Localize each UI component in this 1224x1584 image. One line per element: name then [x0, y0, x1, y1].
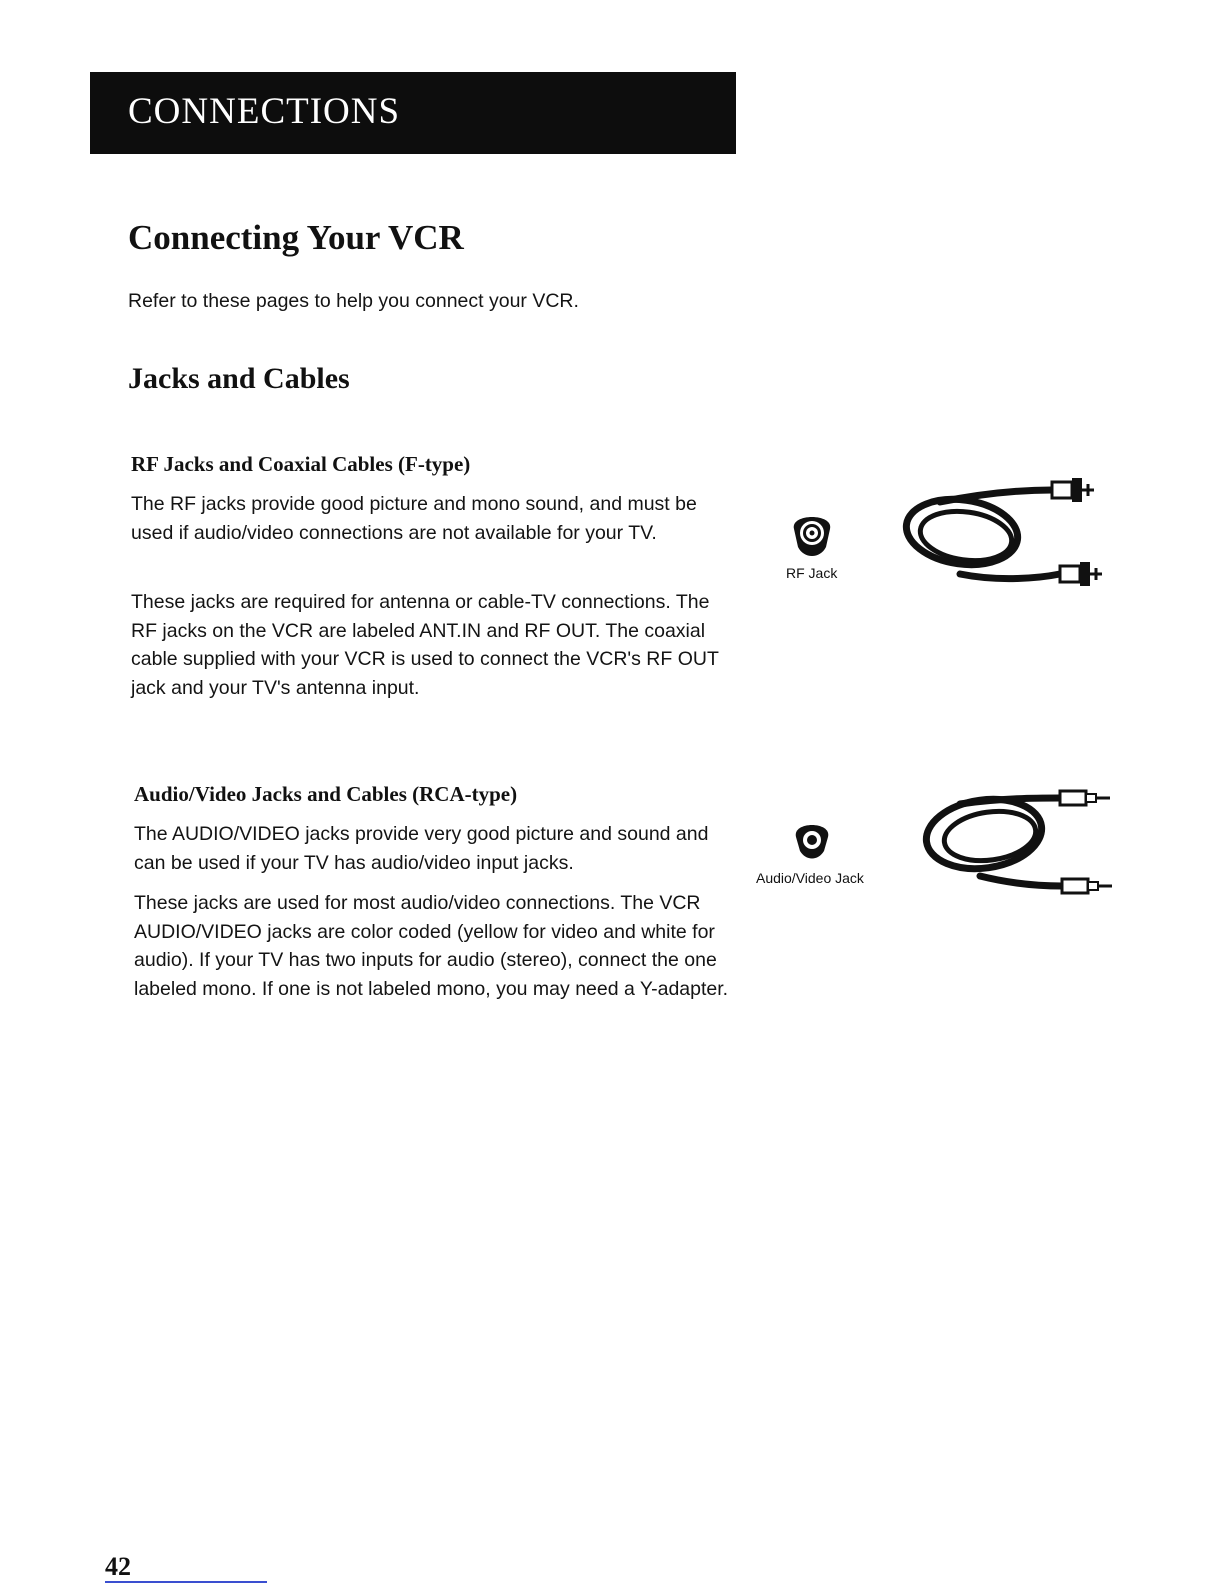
intro-text: Refer to these pages to help you connect your VCR. — [128, 290, 579, 312]
page-number: 42 — [105, 1552, 131, 1581]
page-number-rule — [105, 1581, 267, 1583]
av-jack-label: Audio/Video Jack — [756, 870, 864, 886]
section-banner — [90, 72, 736, 154]
section-title: CONNECTIONS — [128, 91, 401, 132]
av-jack-icon — [792, 815, 832, 863]
av-paragraph-2: These jacks are used for most audio/video connections. The VCR AUDIO/VIDEO jacks are color coded (yellow for video and white for audio). If your TV has two inputs for audio (stereo), connect the one labeled mono. If one is not labeled mono, you may need a Y-adapter. — [134, 892, 729, 1000]
rf-paragraph-2: These jacks are required for antenna or cable-TV connections. The RF jacks on the VCR are labeled ANT.IN and RF OUT. The coaxial cable supplied with your VCR is used to connect the VCR's RF OUT jack and your TV's antenna input. — [131, 591, 719, 699]
av-heading: Audio/Video Jacks and Cables (RCA-type) — [134, 782, 518, 806]
av-paragraph-1: The AUDIO/VIDEO jacks provide very good picture and sound and can be used if your TV has audio/video input jacks. — [134, 823, 709, 874]
rf-heading: RF Jacks and Coaxial Cables (F-type) — [131, 452, 471, 476]
page-title: Connecting Your VCR — [128, 218, 464, 257]
coaxial-cable-icon — [900, 470, 1110, 600]
rf-paragraph-1: The RF jacks provide good picture and mono sound, and must be used if audio/video connections are not available for your TV. — [131, 493, 697, 544]
rf-jack-icon — [788, 503, 836, 561]
section-subtitle: Jacks and Cables — [128, 362, 350, 395]
rca-cable-icon — [920, 776, 1120, 896]
rf-jack-label: RF Jack — [786, 565, 838, 581]
